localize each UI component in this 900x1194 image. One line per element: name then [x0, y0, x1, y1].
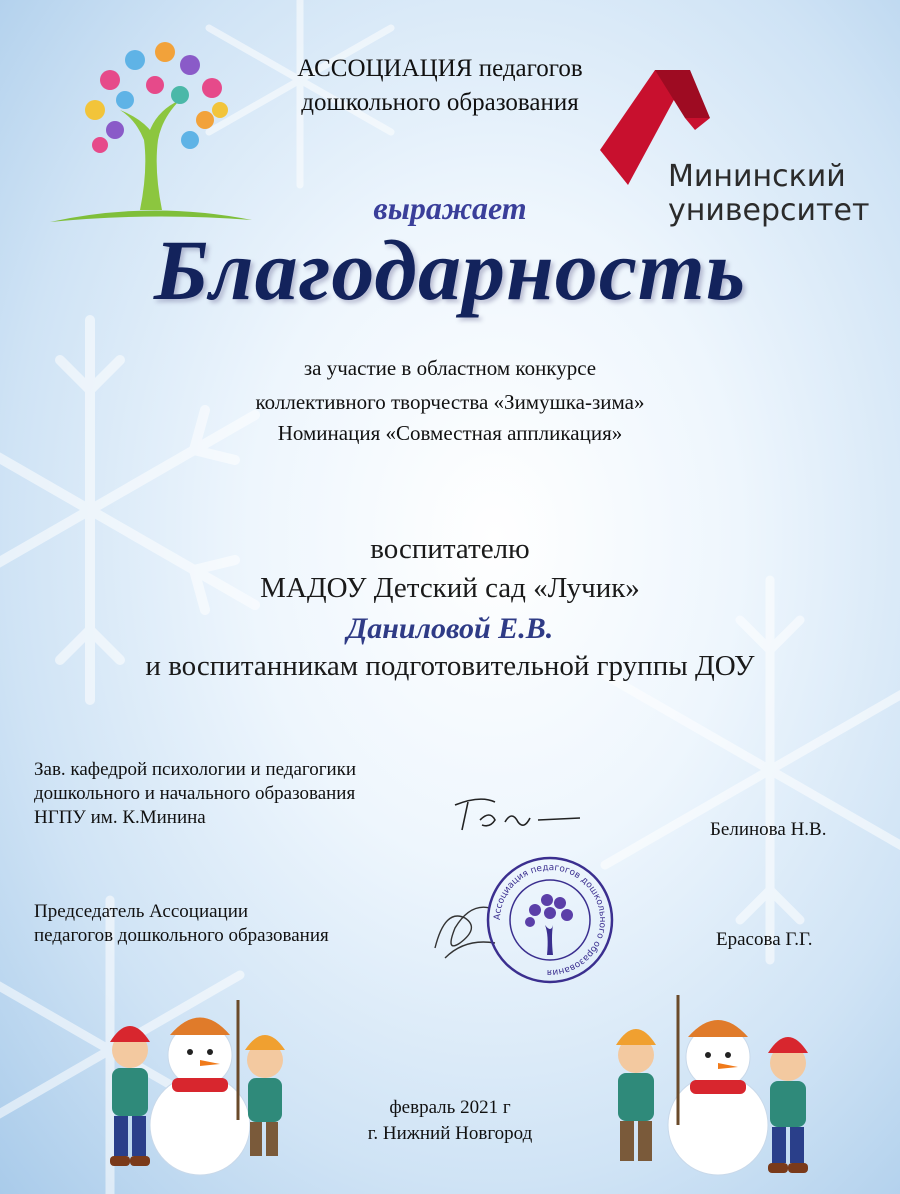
footer-date: февраль 2021 г [389, 1097, 511, 1118]
certificate-title: Благодарность [153, 222, 747, 318]
association-tree-logo [40, 30, 260, 230]
snowman-kids-right-illustration [598, 985, 828, 1185]
signer-1-title-line-2: дошкольного и начального образования [34, 783, 356, 804]
university-line-1: Мининский [668, 159, 846, 194]
recipient-name: Даниловой Е.В. [346, 612, 554, 645]
footer-city: г. Нижний Новгород [367, 1123, 533, 1144]
contest-line-2: коллективного творчества «Зимушка-зима» [255, 390, 645, 414]
signer-1-title-line-1: Зав. кафедрой психологии и педагогики [34, 759, 357, 780]
signer-2-title-line-2: педагогов дошкольного образования [34, 925, 329, 946]
association-stamp [485, 855, 615, 985]
recipient-line-1: воспитателю [370, 533, 530, 565]
contest-line-3: Номинация «Совместная аппликация» [277, 421, 623, 445]
signer-2-name: Ерасова Г.Г. [716, 929, 813, 950]
signer-1-name: Белинова Н.В. [710, 819, 827, 840]
signer-1-title [34, 758, 454, 830]
association-name [240, 52, 640, 120]
signer-2-title-line-1: Председатель Ассоциации [34, 901, 249, 922]
stamp-text: Ассоциация педагогов дошкольного образования [492, 862, 608, 978]
snowman-kids-left-illustration [90, 980, 310, 1180]
signer-1-title-line-3: НГПУ им. К.Минина [34, 807, 206, 828]
recipient-line-2: МАДОУ Детский сад «Лучик» [260, 572, 640, 604]
recipient-line-4: и воспитанникам подготовительной группы ДОУ [145, 650, 755, 682]
title-pre: выражает [373, 190, 527, 226]
signer-2-title [34, 900, 434, 948]
contest-line-1: за участие в областном конкурсе [303, 356, 597, 380]
signature-1 [450, 790, 590, 840]
university-name [668, 160, 878, 228]
university-line-2: университет [668, 193, 870, 228]
association-line-2: дошкольного образования [301, 89, 579, 116]
association-line-1: АССОЦИАЦИЯ педагогов [297, 55, 583, 82]
